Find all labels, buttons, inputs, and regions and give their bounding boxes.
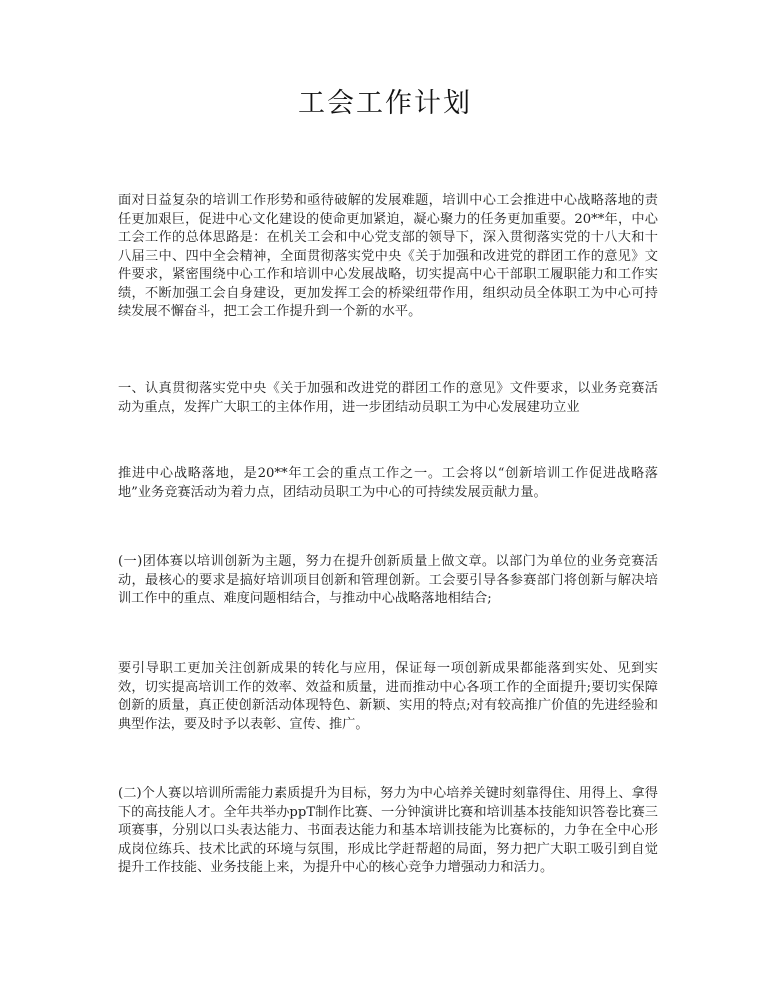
paragraph-individual-contest: (二)个人赛以培训所需能力素质提升为目标，努力为中心培养关键时刻靠得住、用得上、拿得下的高技能人才。全年共举办ppT制作比赛、一分钟演讲比赛和培训基本技能知识答卷比赛三项赛事，分别以口头表达能力、书面表达能力和基本培训技能为比赛标的，力争在全中心形成岗位练兵、技术比武的环境与氛围，形成比学赶帮超的局面，努力把广大职工吸引到自觉提升工作技能、业务技能上来，为提升中心的核心竞争力增强动力和活力。 xyxy=(118,786,658,875)
paragraph-section-one-heading: 一、认真贯彻落实党中央《关于加强和改进党的群团工作的意见》文件要求，以业务竞赛活动为重点，发挥广大职工的主体作用，进一步团结动员职工为中心发展建功立业 xyxy=(118,381,658,415)
paragraph-strategy: 推进中心战略落地，是20**年工会的重点工作之一。工会将以“创新培训工作促进战略落地”业务竞赛活动为着力点，团结动员职工为中心的可持续发展贡献力量。 xyxy=(118,466,658,500)
document-title: 工会工作计划 xyxy=(298,88,472,119)
paragraph-intro: 面对日益复杂的培训工作形势和亟待破解的发展难题，培训中心工会推进中心战略落地的责任更加艰巨，促进中心文化建设的使命更加紧迫，凝心聚力的任务更加重要。20**年，中心工会工作的总体思路是：在机关工会和中心党支部的领导下，深入贯彻落实党的十八大和十八届三中、四中全会精神，全面贯彻落实党中央《关于加强和改进党的群团工作的意见》文件要求，紧密围绕中心工作和培训中心发展战略，切实提高中心干部职工履职能力和工作实绩，不断加强工会自身建设，更加发挥工会的桥梁纽带作用，组织动员全体职工为中心可持续发展不懈奋斗，把工会工作提升到一个新的水平。 xyxy=(118,193,658,319)
paragraph-innovation-results: 要引导职工更加关注创新成果的转化与应用，保证每一项创新成果都能落到实处、见到实效，切实提高培训工作的效率、效益和质量，进而推动中心各项工作的全面提升;要切实保障创新的质量，真正使创新活动体现特色、新颖、实用的特点;对有较高推广价值的先进经验和典型作法，要及时予以表彰、宣传、推广。 xyxy=(118,661,658,732)
paragraph-team-contest: (一)团体赛以培训创新为主题，努力在提升创新质量上做文章。以部门为单位的业务竞赛活动，最核心的要求是搞好培训项目创新和管理创新。工会要引导各参赛部门将创新与解决培训工作中的重点、难度问题相结合，与推动中心战略落地相结合; xyxy=(118,554,658,606)
